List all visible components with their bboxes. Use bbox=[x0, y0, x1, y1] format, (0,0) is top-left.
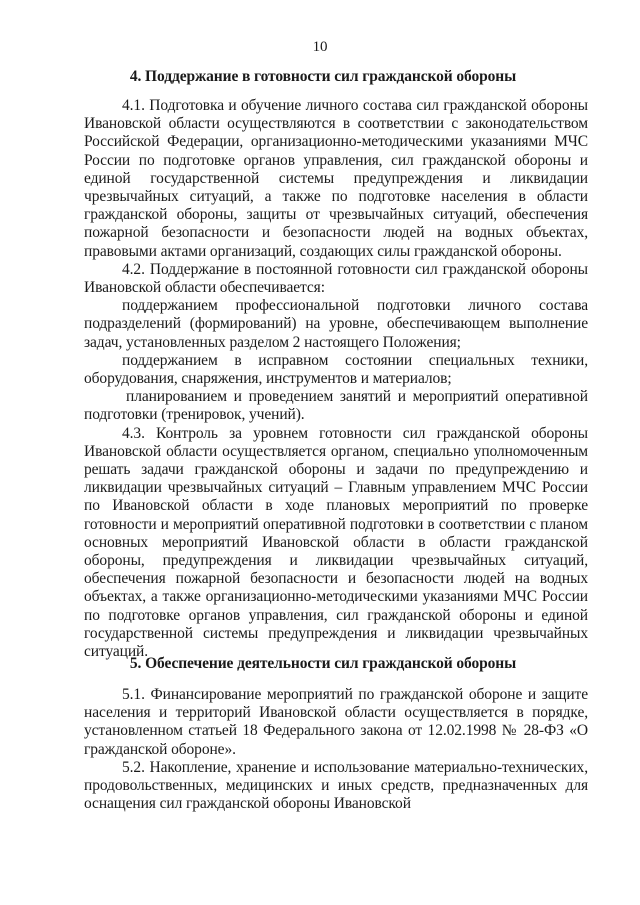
page-number: 10 bbox=[312, 39, 328, 55]
paragraph-4-3: 4.3. Контроль за уровнем готовности сил гражданской обороны Ивановской области осуществляется органом, специально уполномоченным решать задачи гражданской обороны и задачи по предупреждению и ликвидации чрезвычайных ситуаций – Главным управлением МЧС России по Ивановской области в ходе плановых мероприятий по проверке готовности и мероприятий оперативной подготовки в соответствии с планом основных мероприятий Ивановской области в области гражданской обороны, предупреждения и ликвидации чрезвычайных ситуаций, обеспечения пожарной безопасности и безопасности людей на водных объектах, а также организационно-методическими указаниями МЧС России по подготовке органов управления, сил гражданской обороны и единой государственной системы предупреждения и ликвидации чрезвычайных ситуаций. bbox=[84, 424, 588, 661]
paragraph-4-2-item-2: поддержанием в исправном состоянии специальных техники, оборудования, снаряжения, инструментов и материалов; bbox=[84, 351, 588, 388]
paragraph-5-1: 5.1. Финансирование мероприятий по гражданской обороне и защите населения и территорий Ивановской области осуществляется в порядке, установленном статьей 18 Федерального закона от 12.02.1998 № 28-ФЗ «О гражданской обороне». bbox=[84, 686, 588, 758]
paragraph-4-2: 4.2. Поддержание в постоянной готовности сил гражданской обороны Ивановской области обеспечивается: bbox=[84, 260, 588, 297]
section-5-heading: 5. Обеспечение деятельности сил гражданской обороны bbox=[129, 655, 517, 672]
section-5-body bbox=[84, 686, 588, 813]
section-4-body bbox=[84, 97, 588, 661]
section-4-heading: 4. Поддержание в готовности сил гражданской обороны bbox=[129, 68, 517, 85]
paragraph-4-1: 4.1. Подготовка и обучение личного состава сил гражданской обороны Ивановской области осуществляются в соответствии с законодательством Российской Федерации, организационно-методическими указаниями МЧС России по подготовке органов управления, сил гражданской обороны и единой государственной системы предупреждения и ликвидации чрезвычайных ситуаций, а также по подготовке населения в области гражданской обороны, защиты от чрезвычайных ситуаций, обеспечения пожарной безопасности и безопасности людей на водных объектах, правовыми актами организаций, создающих силы гражданской обороны. bbox=[84, 97, 588, 260]
paragraph-5-2: 5.2. Накопление, хранение и использование материально-технических, продовольственных, медицинских и иных средств, предназначенных для оснащения сил гражданской обороны Ивановской bbox=[84, 758, 588, 813]
paragraph-4-2-item-3: планированием и проведением занятий и мероприятий оперативной подготовки (тренировок, учений). bbox=[84, 388, 588, 424]
paragraph-4-2-item-1: поддержанием профессиональной подготовки личного состава подразделений (формирований) на уровне, обеспечивающем выполнение задач, установленных разделом 2 настоящего Положения; bbox=[84, 297, 588, 351]
